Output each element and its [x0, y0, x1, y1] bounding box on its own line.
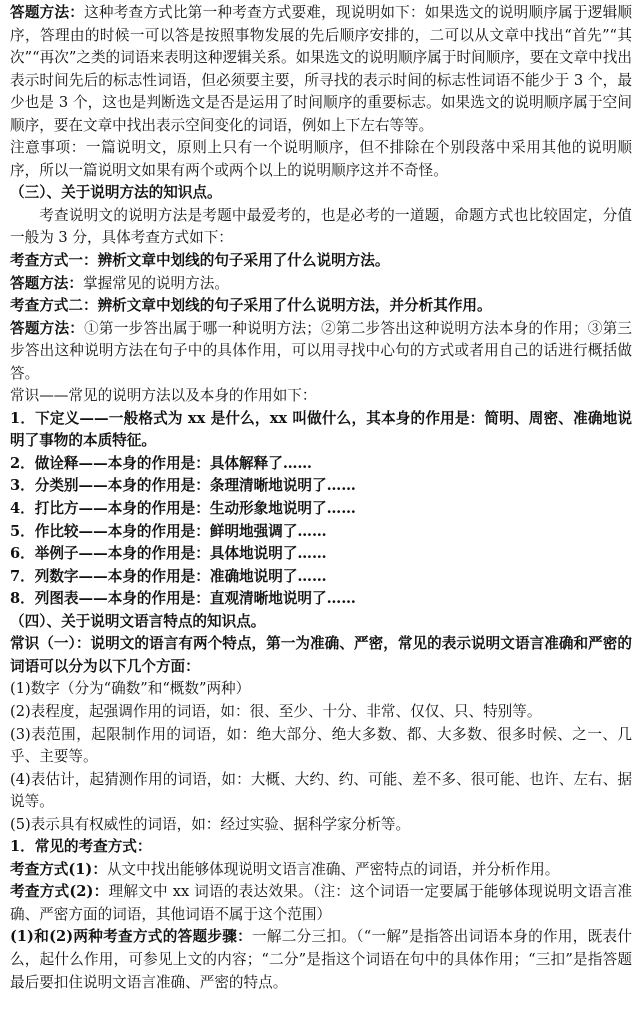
bold-text: 6．举例子——本身的作用是：具体地说明了……	[10, 545, 327, 563]
bold-text: 考查方式(1)：	[10, 860, 107, 878]
bold-text: 1．下定义——一般格式为 xx 是什么，xx 叫做什么，其本身的作用是：简明、周密、准确地说明了事物的本质特征。	[10, 409, 632, 450]
bold-text: （四）、关于说明文语言特点的知识点。	[10, 612, 266, 630]
answer-method-1	[10, 273, 632, 296]
paragraph-answer-method-order	[10, 2, 632, 137]
bold-text: 2．做诠释——本身的作用是：具体解释了……	[10, 454, 313, 472]
word-type-5	[10, 814, 632, 837]
bold-text: 常识（一）：说明文的语言有两个特点，第一为准确、严密，常见的表示说明文语言准确和严密的词语可以分为以下几个方面：	[10, 635, 632, 675]
bold-text: 考查方式(2)：	[10, 883, 109, 901]
section-heading-3	[10, 182, 632, 205]
text: 掌握常见的说明方法。	[82, 274, 229, 292]
section-heading-4	[10, 611, 632, 634]
text: (1)数字（分为“确数”和“概数”两种）	[10, 680, 251, 698]
bold-text: 8．列图表——本身的作用是：直观清晰地说明了……	[10, 590, 356, 608]
exam-style-2	[10, 881, 632, 926]
paragraph-intro-methods	[10, 205, 632, 250]
text: 考查说明文的说明方法是考题中最爱考的，也是必考的一道题，命题方式也比较固定，分值一般为 3 分，具体考查方式如下：	[10, 206, 632, 247]
method-item-2	[10, 453, 632, 476]
answer-method-2	[10, 318, 632, 386]
bold-text: 5．作比较——本身的作用是：鲜明地强调了……	[10, 522, 327, 540]
bold-text: 考查方式一：辨析文章中划线的句子采用了什么说明方法。	[10, 252, 390, 270]
word-type-3	[10, 724, 632, 769]
method-item-4	[10, 498, 632, 521]
method-item-6	[10, 543, 632, 566]
common-knowledge-1	[10, 633, 632, 678]
text: 这种考查方式比第一种考查方式要难，现说明如下：如果选文的说明顺序属于逻辑顺序，答理由的时候一可以答是按照事物发展的先后顺序安排的，二可以从文章中找出“首先”“其次”“再次”之类的词语来表明这种逻辑关系。如果选文的说明顺序属于时间顺序，要在文章中找出表示时间先后的标志性词语，但必须要主要，所寻找的表示时间的标志性词语不能少于 3 个，最少也是 3 个，这也是判断选文是否是运用了时间顺序的重要标志。如果选文的说明顺序属于空间顺序，要在文章中找出表示空间变化的词语，例如上下左右等等。	[10, 4, 632, 134]
bold-text: (1)和(2)两种考查方式的答题步骤：	[10, 928, 252, 946]
word-type-1	[10, 678, 632, 701]
exam-style-1	[10, 859, 632, 882]
exam-type-2	[10, 295, 632, 318]
bold-text: 答题方法：	[10, 274, 83, 292]
bold-text: （三）、关于说明方法的知识点。	[10, 184, 222, 202]
bold-text: 1．常见的考查方式：	[10, 838, 152, 856]
word-type-4	[10, 769, 632, 814]
text: 从文中找出能够体现说明文语言准确、严密特点的词语，并分析作用。	[106, 860, 560, 878]
exam-type-1	[10, 250, 632, 273]
word-type-2	[10, 701, 632, 724]
text: 一解二分三扣。（“一解”是指答出词语本身的作用，既表什么，起什么作用，可参见上文的内容；“二分”是指这个词语在句中的具体作用；“三扣”是指答题最后要扣住说明文语言准确、严密的特点。	[10, 928, 632, 991]
answer-steps	[10, 926, 632, 994]
bold-text: 7．列数字——本身的作用是：准确地说明了……	[10, 567, 327, 585]
bold-text: 答题方法：	[10, 319, 85, 337]
common-exam-types-heading	[10, 836, 632, 859]
method-item-1	[10, 408, 632, 453]
bold-text: 考查方式二：辨析文章中划线的句子采用了什么说明方法，并分析其作用。	[10, 297, 492, 315]
method-item-7	[10, 566, 632, 589]
paragraph-notes	[10, 137, 632, 182]
bold-text: 4．打比方——本身的作用是：生动形象地说明了……	[10, 500, 356, 518]
method-item-3	[10, 475, 632, 498]
method-item-5	[10, 521, 632, 544]
bold-text: 答题方法：	[10, 4, 85, 21]
bold-text: 3．分类别——本身的作用是：条理清晰地说明了……	[10, 477, 356, 495]
text: ①第一步答出属于哪一种说明方法；②第二步答出这种说明方法本身的作用；③第三步答出这种说明方法在句子中的具体作用，可以用寻找中心句的方式或者用自己的话进行概括做答。	[10, 319, 632, 382]
text: 理解文中 xx 词语的表达效果。（注：这个词语一定要属于能够体现说明文语言准确、严密方面的词语，其他词语不属于这个范围）	[10, 883, 632, 923]
text: 常识——常见的说明方法以及本身的作用如下：	[10, 387, 317, 405]
text: (2)表程度，起强调作用的词语，如：很、至少、十分、非常、仅仅、只、特别等。	[10, 702, 542, 720]
text: (4)表估计，起猜测作用的词语，如：大概、大约、约、可能、差不多、很可能、也许、左右、据说等。	[10, 770, 632, 811]
text: 注意事项：一篇说明文，原则上只有一个说明顺序，但不排除在个别段落中采用其他的说明顺序，所以一篇说明文如果有两个或两个以上的说明顺序这并不奇怪。	[10, 139, 632, 179]
common-knowledge-intro	[10, 385, 632, 408]
method-item-8	[10, 588, 632, 611]
text: (3)表范围，起限制作用的词语，如：绝大部分、绝大多数、都、大多数、很多时候、之一、几乎、主要等。	[10, 725, 632, 766]
text: (5)表示具有权威性的词语，如：经过实验、据科学家分析等。	[10, 815, 411, 833]
